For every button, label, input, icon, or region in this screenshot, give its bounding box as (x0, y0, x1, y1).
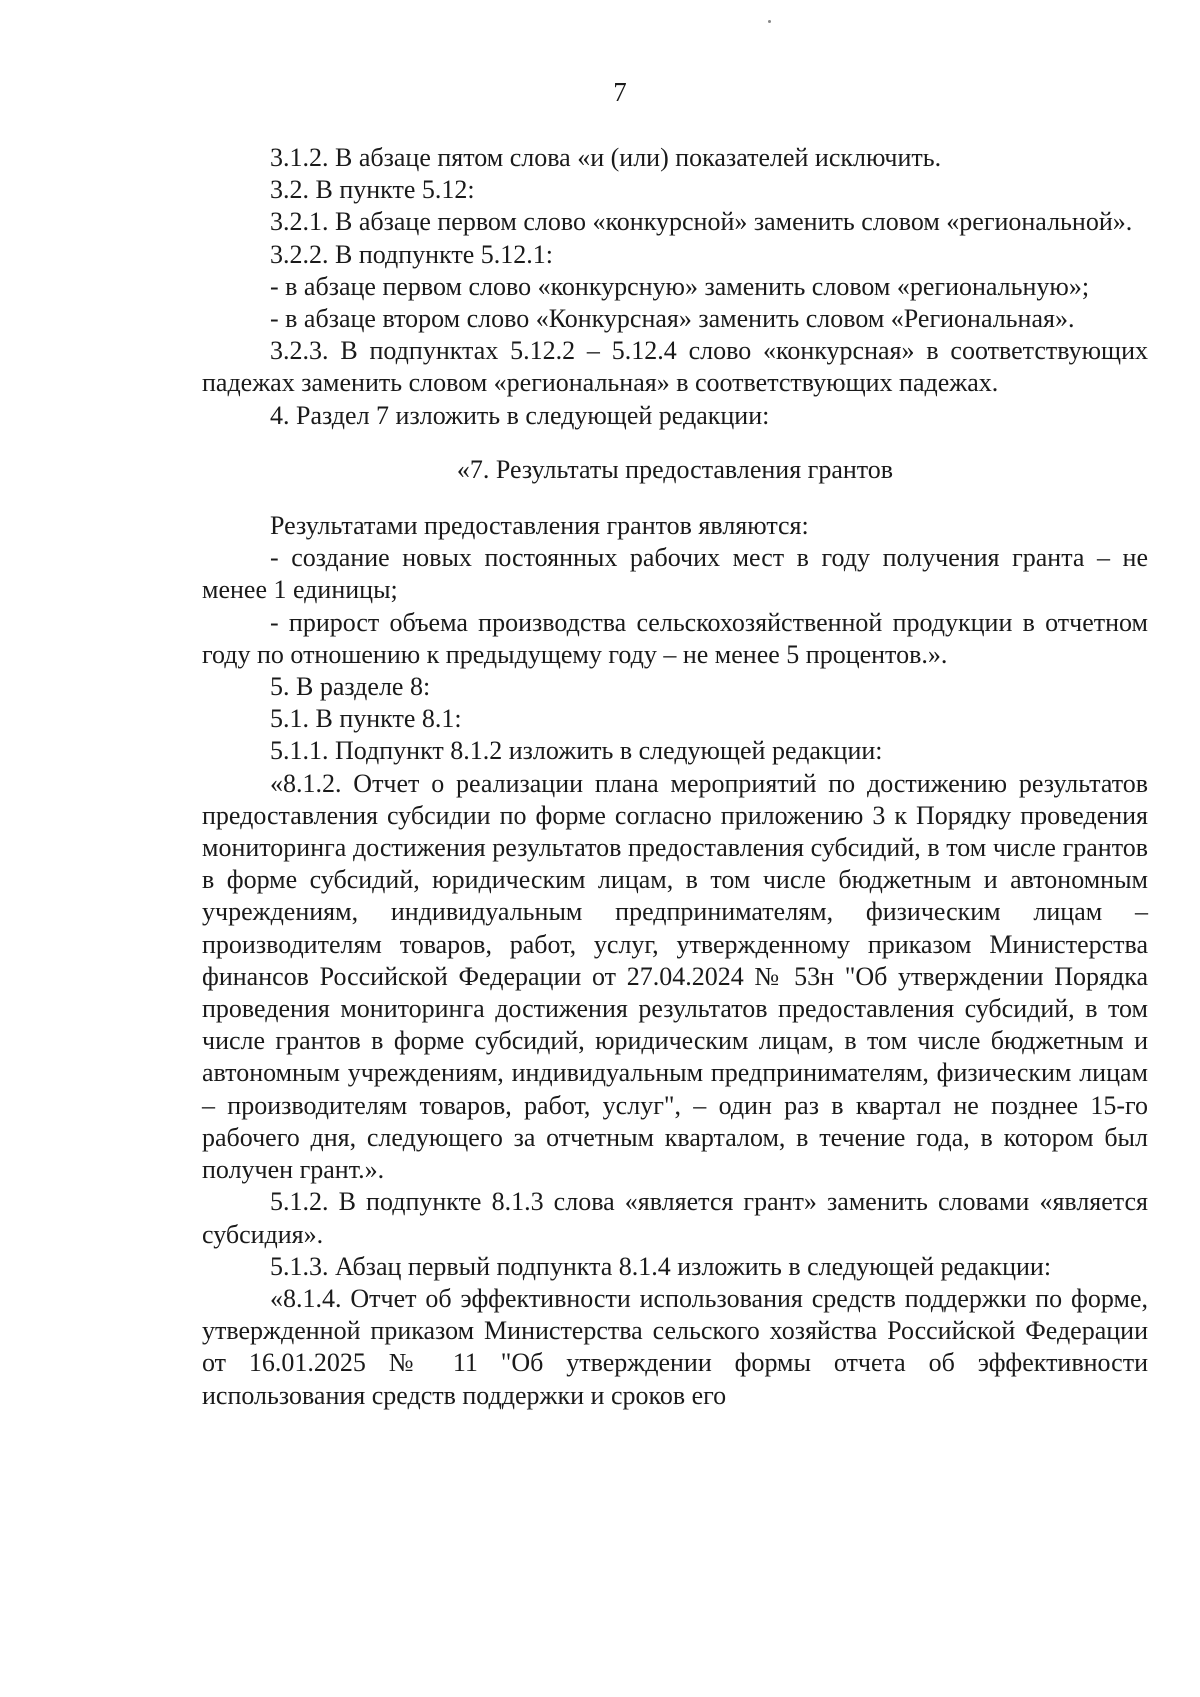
paragraph-8-1-2: «8.1.2. Отчет о реализации плана мероприятий по достижению результатов предоставления субсидии по форме согласно приложению 3 к Порядку проведения мониторинга достижения результатов предоставления субсидий, в том числе грантов в форме субсидий, юридическим лицам, в том числе бюджетным и автономным учреждениям, индивидуальным предпринимателям, физическим лицам – производителям товаров, работ, услуг, утвержденному приказом Министерства финансов Российской Федерации от 27.04.2024 № 53н "Об утверждении Порядка проведения мониторинга достижения результатов предоставления субсидий, в том числе грантов в форме субсидий, юридическим лицам, в том числе бюджетным и автономным учреждениям, индивидуальным предпринимателям, физическим лицам – производителям товаров, работ, услуг", – один раз в квартал не позднее 15-го рабочего дня, следующего за отчетным кварталом, в течение года, в котором был получен грант.». (202, 768, 1148, 1185)
paragraph-5-1-2: 5.1.2. В подпункте 8.1.3 слова «является грант» заменить словами «является субсидия». (202, 1187, 1148, 1249)
paragraph-5-1-1: 5.1.1. Подпункт 8.1.2 изложить в следующей редакции: (270, 736, 883, 766)
paragraph-results-item-1: - создание новых постоянных рабочих мест в году получения гранта – не менее 1 единицы; (202, 543, 1148, 605)
paragraph-8-1-4: «8.1.4. Отчет об эффективности использования средств поддержки по форме, утвержденной приказом Министерства сельского хозяйства Российской Федерации от 16.01.2025 № 11 "Об утверждении формы отчета об эффективности использования средств поддержки и сроков его (202, 1283, 1148, 1410)
paragraph-3-2: 3.2. В пункте 5.12: (270, 175, 475, 205)
paragraph-5: 5. В разделе 8: (270, 672, 431, 702)
section-7-heading: «7. Результаты предоставления грантов (456, 454, 894, 484)
paragraph-results-item-2: - прирост объема производства сельскохозяйственной продукции в отчетном году по отношению к предыдущему году – не менее 5 процентов.». (202, 607, 1148, 669)
paragraph-3-2-2-item-1: - в абзаце первом слово «конкурсную» заменить словом «региональную»; (270, 271, 1090, 301)
paragraph-3-2-1: 3.2.1. В абзаце первом слово «конкурсной» заменить словом «региональной». (270, 207, 1133, 237)
paragraph-4: 4. Раздел 7 изложить в следующей редакции: (270, 400, 770, 430)
paragraph-3-2-2-item-2: - в абзаце втором слово «Конкурсная» заменить словом «Региональная». (270, 304, 1075, 334)
paragraph-5-1: 5.1. В пункте 8.1: (270, 704, 462, 734)
paragraph-5-1-3: 5.1.3. Абзац первый подпункта 8.1.4 изложить в следующей редакции: (270, 1251, 1052, 1281)
scan-speck (768, 20, 771, 23)
paragraph-results-intro: Результатами предоставления грантов являются: (270, 511, 809, 541)
page-number: 7 (613, 77, 627, 107)
paragraph-3-2-2: 3.2.2. В подпункте 5.12.1: (270, 239, 553, 269)
paragraph-3-2-3: 3.2.3. В подпунктах 5.12.2 – 5.12.4 слово «конкурсная» в соответствующих падежах заменить словом «региональная» в соответствующих падежах. (202, 336, 1148, 398)
document-body (202, 142, 1148, 1412)
paragraph-3-1-2: 3.1.2. В абзаце пятом слова «и (или) показателей исключить. (270, 143, 942, 172)
